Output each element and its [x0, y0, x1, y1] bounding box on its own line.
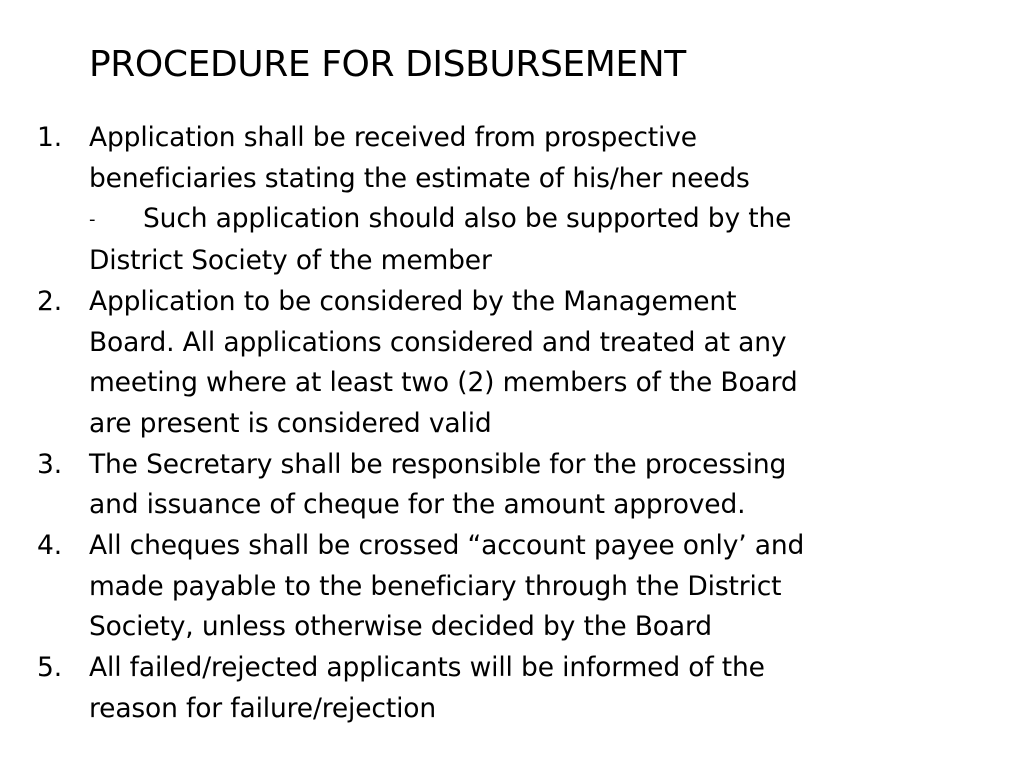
text-line: reason for failure/rejection — [89, 692, 437, 724]
text-line: Application shall be received from prospective — [89, 122, 697, 153]
list-item-number: 2. — [37, 285, 62, 317]
list-item-text — [89, 526, 929, 648]
sub-item — [89, 199, 929, 241]
list-item-number: 4. — [37, 530, 62, 562]
text-line: Application to be considered by the Management — [89, 285, 737, 317]
list-item-4 — [0, 526, 1024, 648]
text-line: All failed/rejected applicants will be informed of the — [89, 652, 765, 684]
list-item-text — [89, 648, 929, 729]
text-line: All cheques shall be crossed “account payee only’ and — [89, 530, 805, 562]
sub-item-text: Such application should also be supported by the — [143, 203, 792, 235]
text-line: Board. All applications considered and treated at any — [89, 326, 787, 358]
text-line: and issuance of cheque for the amount approved. — [89, 489, 746, 521]
list-item-2 — [0, 282, 1024, 445]
list-item-1 — [0, 118, 1024, 282]
text-line: Society, unless otherwise decided by the Board — [89, 611, 712, 643]
list-item-text — [89, 118, 929, 282]
text-line: The Secretary shall be responsible for the processing — [89, 448, 787, 480]
list-item-number: 5. — [37, 652, 62, 684]
list-item-text — [89, 445, 929, 526]
list-item-number: 3. — [37, 448, 62, 480]
list-item-text — [89, 282, 929, 445]
slide-title: PROCEDURE FOR DISBURSEMENT — [89, 44, 686, 85]
text-line: beneficiaries stating the estimate of his/her needs — [89, 162, 750, 194]
list-item-number: 1. — [37, 122, 62, 153]
procedure-list — [0, 118, 1024, 730]
text-line: made payable to the beneficiary through the District — [89, 570, 782, 602]
text-line: are present is considered valid — [89, 407, 492, 439]
sub-item-text-line: District Society of the member — [89, 245, 492, 277]
text-line: meeting where at least two (2) members of the Board — [89, 367, 798, 399]
list-item-5 — [0, 648, 1024, 729]
sub-item-dash: - — [89, 209, 96, 231]
list-item-3 — [0, 445, 1024, 526]
